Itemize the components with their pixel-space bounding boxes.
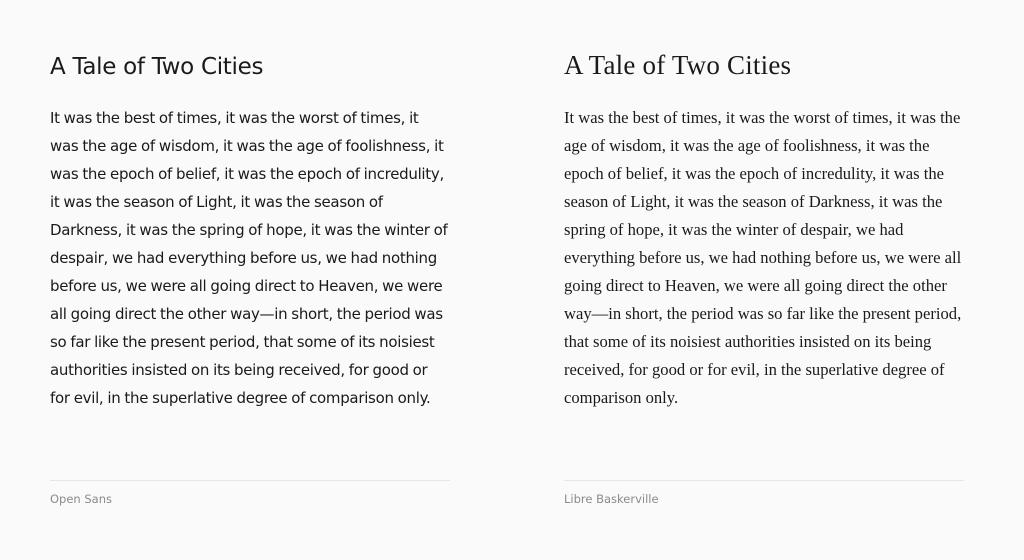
serif-sample-divider <box>564 480 964 481</box>
serif-font-label: Libre Baskerville <box>564 492 659 506</box>
sans-sample-divider <box>50 480 450 481</box>
serif-sample-column <box>564 50 964 412</box>
serif-sample-title: A Tale of Two Cities <box>564 50 792 80</box>
sans-sample-body: It was the best of times, it was the worst of times, it was the age of wisdom, it was the age of foolishness, it was the epoch of belief, it was the epoch of incredulity, it was the season of Light, it was the season of Darkness, it was the spring of hope, it was the winter of despair, we had everything before us, we had nothing before us, we were all going direct to Heaven, we were all going direct the other way—in short, the period was so far like the present period, that some of its noisiest authorities insisted on its being received, for good or for evil, in the superlative degree of comparison only. <box>50 109 448 407</box>
serif-sample-body: It was the best of times, it was the worst of times, it was the age of wisdom, it was the age of foolishness, it was the epoch of belief, it was the epoch of incredulity, it was the season of Light, it was the season of Darkness, it was the spring of hope, it was the winter of despair, we had everything before us, we had nothing before us, we were all going direct to Heaven, we were all going direct the other way—in short, the period was so far like the present period, that some of its noisiest authorities insisted on its being received, for good or for evil, in the superlative degree of comparison only. <box>564 108 962 407</box>
sans-sample-title: A Tale of Two Cities <box>50 54 264 80</box>
sans-sample-column <box>50 50 450 412</box>
sans-font-label: Open Sans <box>50 492 112 506</box>
